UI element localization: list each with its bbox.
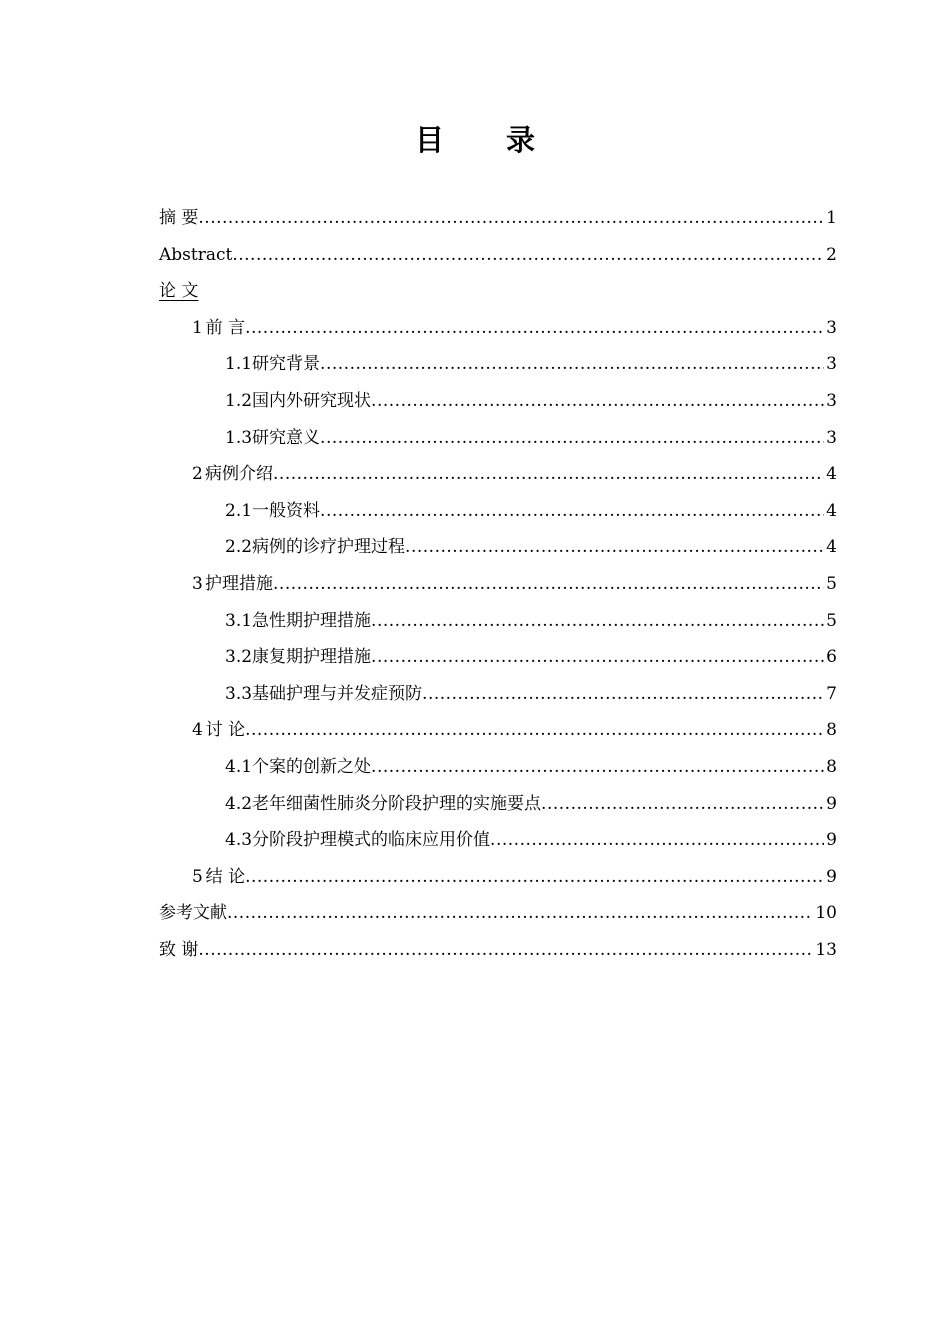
toc-entry-title: 基础护理与并发症预防 <box>252 683 423 704</box>
toc-entry-title: 个案的创新之处 <box>252 756 372 777</box>
toc-dot-leader <box>371 639 824 676</box>
toc-entry-page-number: 3 <box>826 317 837 338</box>
toc-entry-number: 3.2 <box>225 647 253 668</box>
toc-entry-page-number: 7 <box>826 683 837 704</box>
toc-entry-title: 结 论 <box>205 866 246 887</box>
toc-dot-leader <box>541 786 824 823</box>
toc-entry-number: 4 <box>192 720 203 741</box>
toc-dot-leader <box>405 529 824 566</box>
toc-entry[interactable] <box>159 603 837 640</box>
toc-entry-title: 讨 论 <box>205 720 246 741</box>
toc-entry-title: 论 文 <box>159 281 199 302</box>
toc-entry-number: 4.3 <box>225 830 253 851</box>
toc-entry[interactable] <box>159 420 837 457</box>
page-title: 目 录 <box>414 123 562 157</box>
toc-entry-title: 国内外研究现状 <box>252 390 372 411</box>
toc-dot-leader <box>371 383 824 420</box>
toc-entry[interactable] <box>159 310 837 347</box>
toc-entry-page-number: 4 <box>826 500 837 521</box>
toc-dot-leader <box>245 859 824 896</box>
toc-entry-number: 1.1 <box>225 354 253 375</box>
toc-dot-leader <box>371 603 824 640</box>
toc-entry-number: 1.3 <box>225 427 253 448</box>
toc-entry-page-number: 9 <box>826 830 837 851</box>
toc-entry[interactable] <box>159 346 837 383</box>
toc-entry-number: 2.1 <box>225 500 253 521</box>
toc-entry-title: 参考文献 <box>159 903 227 924</box>
toc-entry[interactable] <box>159 273 837 310</box>
toc-entry-title: 病例介绍 <box>205 464 274 485</box>
toc-entry-title: 摘 要 <box>159 208 199 228</box>
toc-entry[interactable] <box>159 200 837 237</box>
toc-entry-title: 老年细菌性肺炎分阶段护理的实施要点 <box>252 793 542 814</box>
toc-entry-page-number: 1 <box>826 208 837 228</box>
toc-entry-number: 3 <box>192 573 203 594</box>
toc-entry-page-number: 10 <box>815 903 837 924</box>
toc-dot-leader <box>245 712 824 749</box>
toc-entry-page-number: 3 <box>826 354 837 375</box>
toc-entry-title: 康复期护理措施 <box>252 647 372 668</box>
toc-entry-number: 4.2 <box>225 793 253 814</box>
toc-entry-title: 研究背景 <box>252 354 321 375</box>
toc-entry-title: 前 言 <box>205 317 246 338</box>
toc-entry-page-number: 2 <box>826 244 837 265</box>
toc-entry[interactable] <box>159 529 837 566</box>
toc-entry[interactable] <box>159 493 837 530</box>
toc-entry-page-number: 13 <box>815 939 837 960</box>
toc-entry-title: 护理措施 <box>205 573 274 594</box>
toc-dot-leader <box>320 346 824 383</box>
toc-dot-leader <box>198 932 813 969</box>
toc-dot-leader <box>320 420 824 457</box>
toc-dot-leader <box>273 566 824 603</box>
toc-entry-page-number: 5 <box>826 610 837 631</box>
toc-dot-leader <box>232 237 824 274</box>
toc-entry-number: 3.3 <box>225 683 253 704</box>
toc-entry-number: 2.2 <box>225 537 253 558</box>
toc-entry-page-number: 5 <box>826 573 837 594</box>
toc-entry-number: 1 <box>192 317 203 338</box>
toc-dot-leader <box>320 493 824 530</box>
toc-entry-number: 4.1 <box>225 756 253 777</box>
toc-entry-number: 5 <box>192 866 203 887</box>
toc-entry[interactable] <box>159 932 837 969</box>
toc-dot-leader <box>490 822 824 859</box>
table-of-contents <box>159 200 837 968</box>
toc-entry[interactable] <box>159 859 837 896</box>
toc-entry[interactable] <box>159 456 837 493</box>
toc-dot-leader <box>227 895 813 932</box>
toc-entry[interactable] <box>159 822 837 859</box>
toc-dot-leader <box>422 676 824 713</box>
toc-entry-number: 3.1 <box>225 610 253 631</box>
toc-entry[interactable] <box>159 566 837 603</box>
toc-entry[interactable] <box>159 712 837 749</box>
toc-entry[interactable] <box>159 786 837 823</box>
toc-entry-page-number: 8 <box>826 756 837 777</box>
toc-entry-page-number: 3 <box>826 390 837 411</box>
toc-entry[interactable] <box>159 639 837 676</box>
toc-entry-number: 2 <box>192 464 203 485</box>
toc-entry[interactable] <box>159 383 837 420</box>
toc-entry-title: 一般资料 <box>252 500 321 521</box>
toc-dot-leader <box>371 749 824 786</box>
toc-entry-title: 病例的诊疗护理过程 <box>252 537 406 558</box>
toc-entry-page-number: 4 <box>826 464 837 485</box>
toc-entry-page-number: 9 <box>826 866 837 887</box>
toc-entry-page-number: 8 <box>826 720 837 741</box>
toc-entry-title: Abstract <box>159 244 233 265</box>
toc-entry-title: 研究意义 <box>252 427 321 448</box>
toc-entry-page-number: 6 <box>826 647 837 668</box>
toc-entry-title: 急性期护理措施 <box>252 610 372 631</box>
toc-entry[interactable] <box>159 237 837 274</box>
toc-dot-leader <box>198 200 824 237</box>
toc-entry-page-number: 9 <box>826 793 837 814</box>
toc-entry[interactable] <box>159 749 837 786</box>
toc-dot-leader <box>273 456 824 493</box>
toc-dot-leader <box>245 310 824 347</box>
toc-entry[interactable] <box>159 676 837 713</box>
toc-entry-number: 1.2 <box>225 390 253 411</box>
toc-entry-title: 分阶段护理模式的临床应用价值 <box>252 830 491 851</box>
toc-entry-page-number: 4 <box>826 537 837 558</box>
toc-entry-title: 致 谢 <box>159 939 199 960</box>
toc-entry-page-number: 3 <box>826 427 837 448</box>
toc-entry[interactable] <box>159 895 837 932</box>
